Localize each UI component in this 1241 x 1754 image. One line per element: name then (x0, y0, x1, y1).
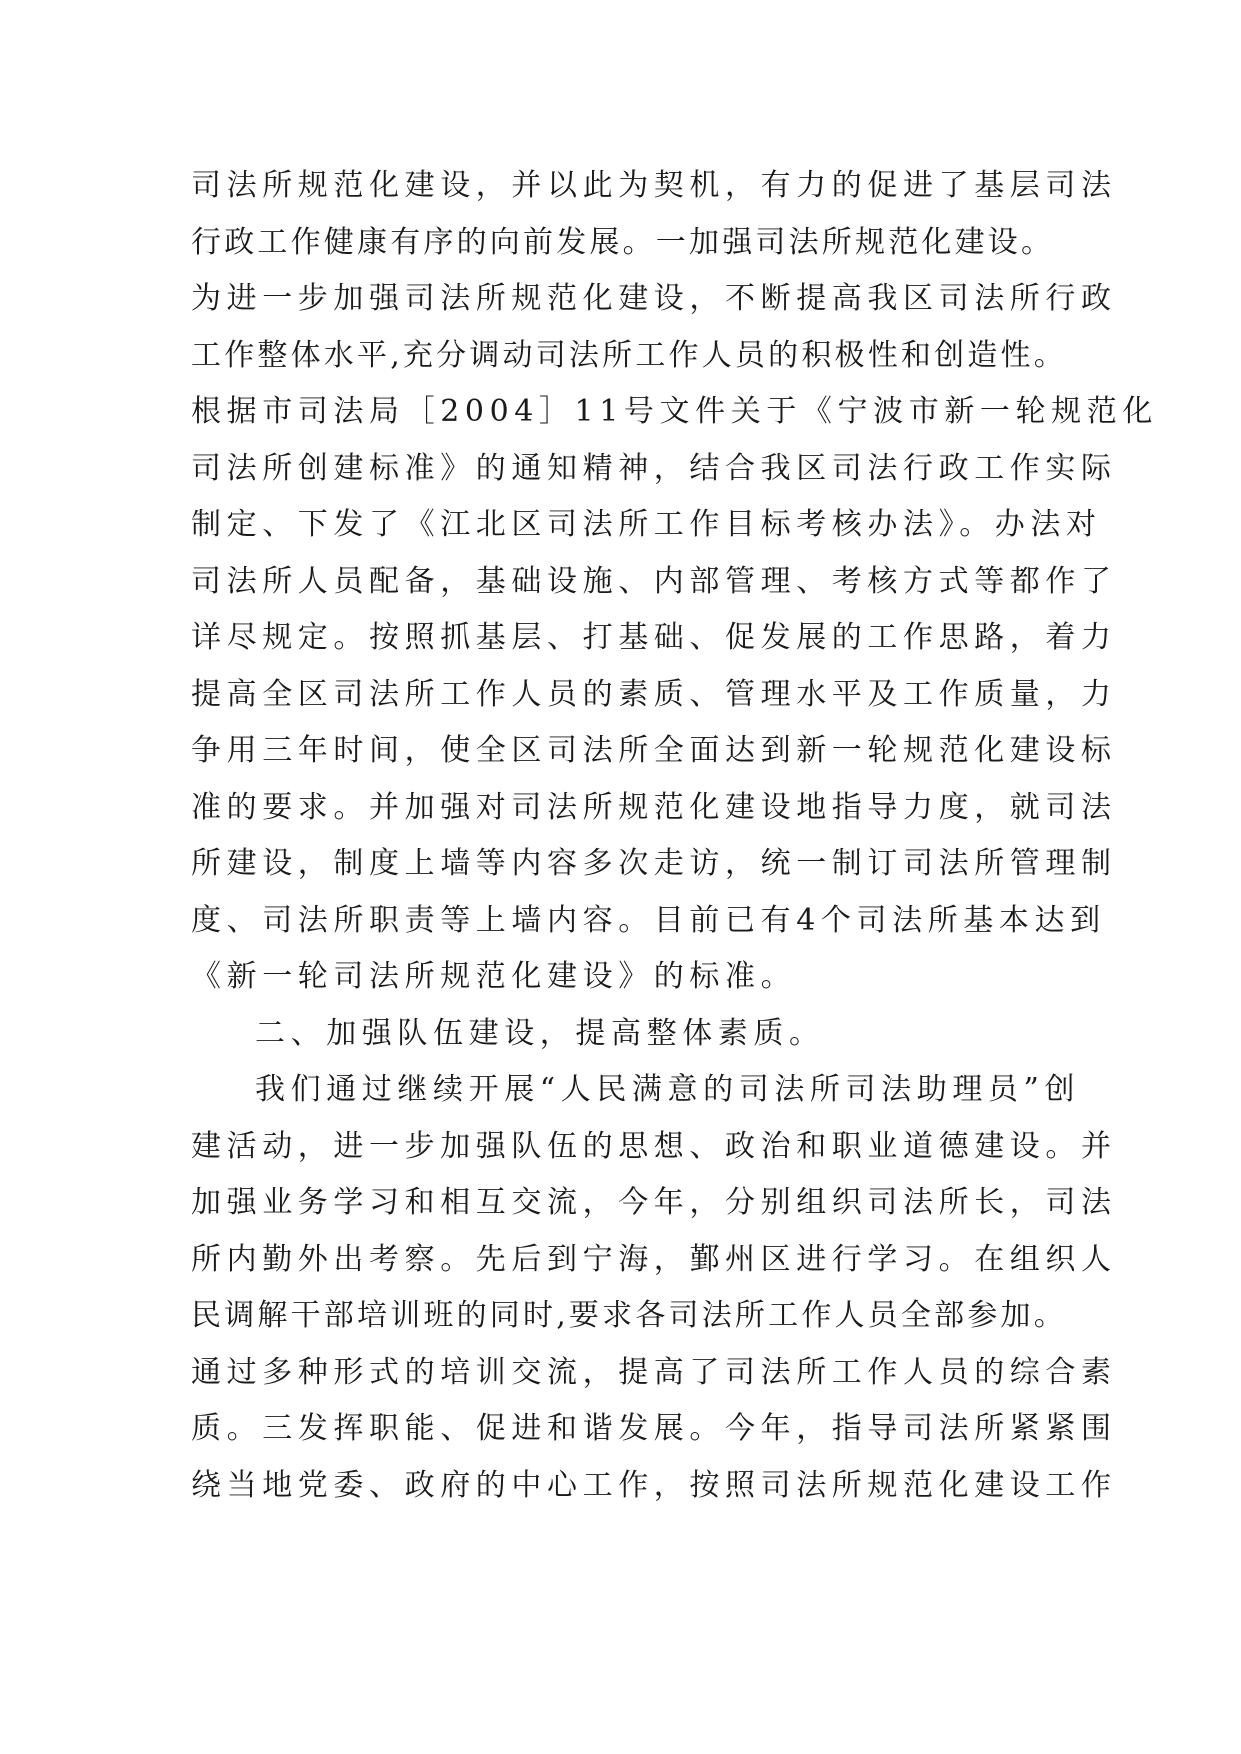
text-line: 我们通过继续开展“人民满意的司法所司法助理员”创 (255, 1072, 1081, 1107)
text-line: 提高全区司法所工作人员的素质、管理水平及工作质量，力 (191, 676, 1117, 712)
text-line: 所建设，制度上墙等内容多次走访，统一制订司法所管理制 (191, 846, 1117, 881)
text-line: 详尽规定。按照抓基层、打基础、促发展的工作思路，着力 (191, 620, 1117, 655)
text-line: 建活动，进一步加强队伍的思想、政治和职业道德建设。并 (191, 1128, 1117, 1164)
text-line: 民调解干部培训班的同时,要求各司法所工作人员全部参加。 (191, 1298, 1067, 1333)
text-line: 工作整体水平,充分调动司法所工作人员的积极性和创造性。 (191, 337, 1067, 373)
text-line: 通过多种形式的培训交流，提高了司法所工作人员的综合素 (191, 1354, 1117, 1390)
text-line: 质。三发挥职能、促进和谐发展。今年，指导司法所紧紧围 (191, 1411, 1117, 1446)
text-line: 司法所规范化建设，并以此为契机，有力的促进了基层司法 (191, 168, 1117, 203)
text-line: 司法所人员配备，基础设施、内部管理、考核方式等都作了 (191, 563, 1117, 599)
text-line: 《新一轮司法所规范化建设》的标准。 (191, 959, 797, 994)
section-heading: 二、加强队伍建设，提高整体素质。 (255, 1015, 825, 1051)
text-line: 制定、下发了《江北区司法所工作目标考核办法》。办法对 (191, 507, 1102, 542)
text-line: 为进一步加强司法所规范化建设，不断提高我区司法所行政 (191, 281, 1117, 316)
text-line: 所内勤外出考察。先后到宁海，鄞州区进行学习。在组织人 (191, 1241, 1117, 1277)
body-text (191, 158, 1158, 1514)
text-line: 争用三年时间，使全区司法所全面达到新一轮规范化建设标 (191, 733, 1117, 768)
text-line: 度、司法所职责等上墙内容。目前已有4个司法所基本达到 (191, 902, 1106, 938)
text-line: 行政工作健康有序的向前发展。一加强司法所规范化建设。 (191, 224, 1055, 260)
text-line: 准的要求。并加强对司法所规范化建设地指导力度，就司法 (191, 789, 1117, 825)
text-line: 加强业务学习和相互交流，今年，分别组织司法所长，司法 (191, 1185, 1117, 1220)
text-line: 绕当地党委、政府的中心工作，按照司法所规范化建设工作 (191, 1467, 1117, 1503)
text-line: 司法所创建标准》的通知精神，结合我区司法行政工作实际 (191, 450, 1117, 486)
text-line: 根据市司法局［2004］11号文件关于《宁波市新一轮规范化 (191, 394, 1158, 429)
